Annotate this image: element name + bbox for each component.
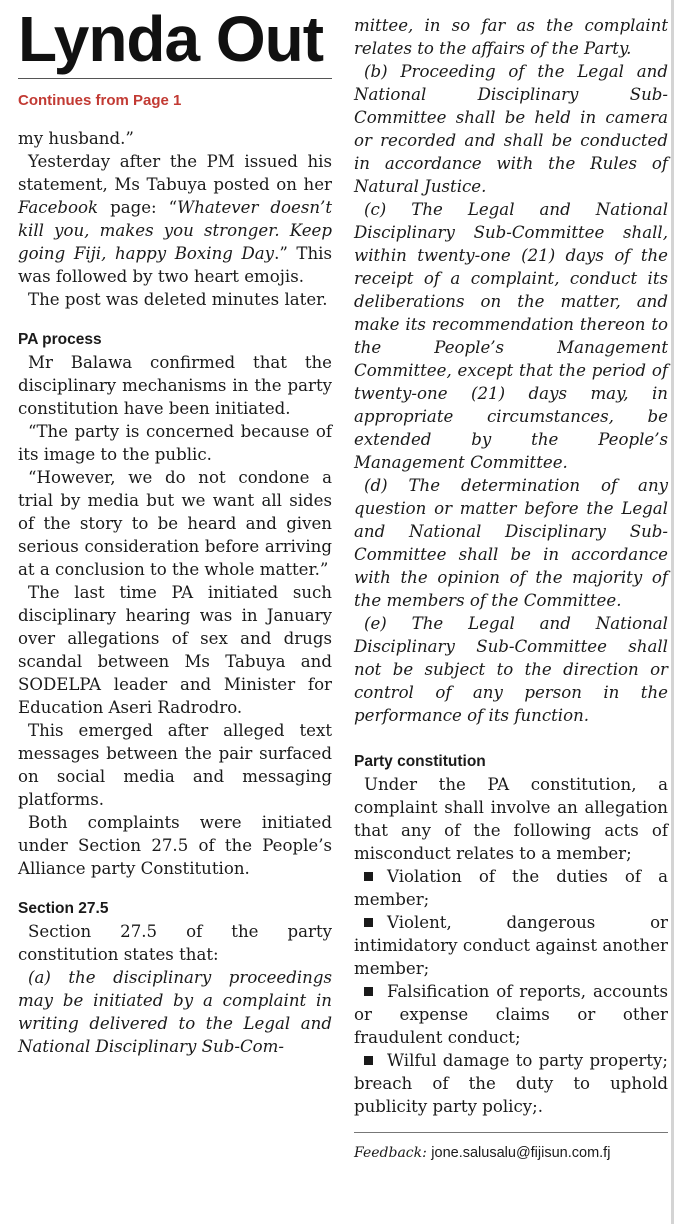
- paragraph: Both complaints were initiated under Section 27.5 of the People’s Alliance party Constitution.: [18, 813, 332, 878]
- bullet-item: Violation of the duties of a member;: [354, 867, 668, 909]
- left-column: [18, 0, 332, 1058]
- bullet-square-icon: [364, 1056, 373, 1065]
- paragraph: Mr Balawa confirmed that the disciplinary mechanisms in the party constitution have been initiated.: [18, 353, 332, 418]
- clause-e: (e) The Legal and National Disciplinary Sub-Committee shall not be subject to the direction or control of any person in the performance of its function.: [354, 614, 668, 725]
- paragraph: “However, we do not condone a trial by media but we want all sides of the story to be heard and given serious consideration before arriving at a conclusion to the whole matter.”: [18, 468, 332, 579]
- headline-rule: [18, 78, 332, 79]
- clause-b: (b) Proceeding of the Legal and National Disciplinary Sub-Committee shall be held in camera or recorded and shall be conducted in accordance with the Rules of Natural Justice.: [354, 62, 668, 196]
- paragraph: my husband.”: [18, 129, 134, 148]
- feedback-rule: [354, 1132, 668, 1133]
- bullet-item: Falsification of reports, accounts or expense claims or other fraudulent conduct;: [354, 982, 668, 1047]
- bullet-square-icon: [364, 987, 373, 996]
- paragraph: This emerged after alleged text messages between the pair surfaced on social media and messaging platforms.: [18, 721, 332, 809]
- paragraph: The last time PA initiated such disciplinary hearing was in January over allegations of sex and drugs scandal between Ms Tabuya and SODELPA leader and Minister for Education Aseri Radrodro.: [18, 583, 332, 717]
- bullet-item: Wilful damage to party property; breach of the duty to uphold publicity party policy;.: [354, 1051, 668, 1116]
- continues-label: Continues from Page 1: [18, 92, 182, 109]
- feedback-email[interactable]: jone.salusalu@fijisun.com.fj: [431, 1145, 611, 1161]
- feedback-line: [354, 1143, 668, 1163]
- clause-c: (c) The Legal and National Disciplinary Sub-Committee shall, within twenty-one (21) days of the receipt of a complaint, conduct its deliberations on the matter, and make its recommendation thereon to the People’s Management Committee, except that the period of twenty-one (21) days may, in appropriate circumstances, be extended by the People’s Management Committee.: [354, 200, 668, 472]
- clause-a: (a) the disciplinary proceedings may be initiated by a complaint in writing delivered to the Legal and National Disciplinary Sub-Com-: [18, 968, 332, 1056]
- clause-a-continued: mittee, in so far as the complaint relates to the affairs of the Party.: [354, 16, 668, 58]
- bullet-square-icon: [364, 918, 373, 927]
- subheading-party-constitution: Party constitution: [354, 753, 486, 770]
- headline: Lynda Out: [18, 3, 324, 75]
- right-column: [354, 14, 668, 1163]
- paragraph: “The party is concerned because of its image to the public.: [18, 422, 332, 464]
- paragraph: Section 27.5 of the party constitution states that:: [18, 922, 332, 964]
- feedback-label: Feedback:: [354, 1145, 427, 1161]
- bullet-item: Violent, dangerous or intimidatory conduct against another member;: [354, 913, 668, 978]
- clause-d: (d) The determination of any question or matter before the Legal and National Disciplinary Sub-Committee shall be in accordance with the opinion of the majority of the members of the Committee.: [354, 476, 668, 610]
- subheading-section-27-5: Section 27.5: [18, 900, 109, 917]
- paragraph: Yesterday after the PM issued his statement, Ms Tabuya posted on her Facebook page: “Whatever doesn’t kill you, makes you stronger. Keep going Fiji, happy Boxing Day.” This was followed by two heart emojis.: [18, 152, 332, 286]
- paragraph: Under the PA constitution, a complaint shall involve an allegation that any of the following acts of misconduct relates to a member;: [354, 775, 668, 863]
- bullet-square-icon: [364, 872, 373, 881]
- subheading-pa-process: PA process: [18, 331, 102, 348]
- paragraph: The post was deleted minutes later.: [28, 290, 328, 309]
